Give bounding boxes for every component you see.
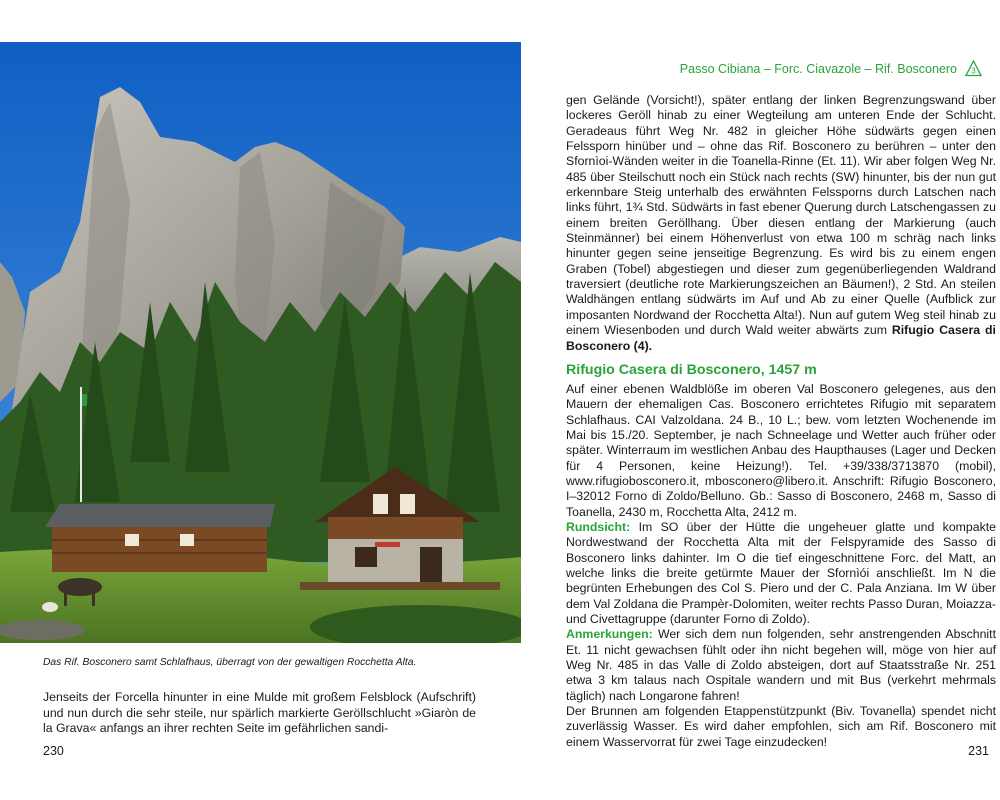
flag: [82, 394, 87, 406]
donkey: [92, 592, 95, 606]
running-header: [680, 60, 982, 77]
hut-description: Auf einer ebenen Waldblöße im oberen Val Bosconero gelegenes, aus den Mauern der ehemaligen Cas. Bosconero errichtetes Rifugio mit separatem Schlafhaus. CAI Valzoldana. 24 B., 10 L.; bew. vom letzten Wochenende im Mai bis 15./20. September, je nach Schneelage und Wetter auch früher oder später. Winterraum im westlichen Anbau des Haupthauses (Lager und Decken für 4 Personen, keine Heizung!). Tel. +39/338/3713870 (mobil), www.rifugiobosconero.it, mbosconero@libero.it. Anschrift: Rifugio Bosconero, I–32012 Forno di Zoldo/Belluno. Gb.: Sasso di Bosconero, 2468 m, Sasso di Toanella, 2430 m, Rocchetta Alta, 2412 m.: [566, 381, 996, 519]
page-number-left: 230: [43, 744, 64, 758]
anmerkungen-label: Anmerkungen:: [566, 627, 653, 642]
terrace: [300, 582, 500, 590]
running-header-title: Passo Cibiana – Forc. Ciavazole – Rif. Bosconero: [679, 61, 957, 76]
donkey: [64, 592, 67, 606]
left-page-body-text: Jenseits der Forcella hinunter in eine Mulde mit großem Felsblock (Aufschrift) und nun durch die sehr steile, nur spärlich markierte Geröllschlucht »Giaròn de la Grava« anfangs an ihrer rechten Seite im gefährlichen sandi-: [43, 690, 476, 736]
water-note: Der Brunnen am folgenden Etappenstützpunkt (Biv. Tovanella) spendet nicht zuverlässig Wasser. Es wird daher empfohlen, sich am Rif. Bosconero mit einem Wasservorrat für zwei Tage einzudecken!: [566, 704, 996, 749]
rundsicht-label: Rundsicht:: [566, 519, 631, 534]
stage-number: 3: [971, 66, 976, 76]
hut-photo: [0, 42, 521, 643]
anmerkungen-paragraph: [566, 627, 996, 704]
rundsicht-paragraph: [566, 520, 996, 627]
stage-number-triangle-icon: [965, 60, 982, 77]
flagpole: [80, 387, 82, 502]
route-destination: Rifugio Casera di Bosconero (4).: [566, 323, 996, 353]
route-paragraph-text: gen Gelände (Vorsicht!), später entlang der linken Begrenzungswand über lockeres Geröll hinab zu einer Wegteilung am unteren Ende der Schlucht. Geradeaus führt Weg Nr. 482 in gleicher Höhe südwärts gegen einen Felssporn hinüber und – ohne das Rif. Bosconero zu berühren – unter den Sfornìoi-Wänden weiter in die Toanella-Rinne (Et. 11). Wir aber folgen Weg Nr. 485 über Steilschutt noch ein Stück nach rechts (SW) hinunter, bis der nun gut erkennbare Steig unterhalb des erwähnten Felssporns durch Latschen nach links führt, 1¾ Std. Südwärts in fast ebener Querung durch Latschengassen zu einem breiten Geröllhang. Über diesen entlang der Markierung (auch Steinmänner) bei einem Höhenverlust von etwa 100 m schräg nach links hinunter gegen seine jenseitige Begrenzung. Es wird bis zu einem engen Graben (Tobel) abgestiegen und dieser zum gegenüberliegenden Waldrand traversiert (deutliche rote Markierungszeichen an Bäumen!), 2 Std. An steilen Waldhängen entlang südwärts im Auf und Ab zu einer Quelle (Aufblick zur imposanten Nordwand der Rocchetta Alta!). Nun auf gutem Weg steil hinab zu einem Wiesenboden und durch Wald weiter abwärts zum: [566, 93, 996, 338]
rundsicht-text: Im SO über der Hütte die ungeheuer glatte und kompakte Nordwestwand der Rocchetta Alta mit der Felspyramide des Sasso di Bosconero links dahinter. Im O die tief eingeschnittene Forc. del Matt, an welche links die breite getürmte Mauer der Sfornìói anschließt. Im N die begrünten Erhebungen des Col S. Piero und der C. Pala Anziana. Im W über dem Val Zoldana die Prampèr-Dolomiten, weiter rechts Passo Duran, Moiazza- und Civettagruppe (darunter Forno di Zoldo).: [566, 519, 996, 626]
photo-caption: Das Rif. Bosconero samt Schlafhaus, überragt von der gewaltigen Rocchetta Alta.: [43, 657, 417, 668]
goat: [42, 602, 58, 612]
page-number-right: 231: [968, 744, 989, 758]
anmerkungen-text: Wer sich dem nun folgenden, sehr anstrengenden Abschnitt Et. 11 nicht gewachsen fühlt oder ihn nicht begehen will, möge von hier auf Weg Nr. 485 in das Valle di Zoldo absteigen, dort auf Staatsstraße Nr. 251 etwa 3 km talaus nach Ospitale wandern und mit Bus (verkehrt mehrmals täglich) nach Longarone fahren!: [566, 627, 996, 703]
schlafhaus: [45, 504, 275, 572]
route-paragraph: [566, 93, 996, 354]
section-title: Rifugio Casera di Bosconero, 1457 m: [566, 361, 817, 378]
right-page-column: [566, 93, 996, 750]
